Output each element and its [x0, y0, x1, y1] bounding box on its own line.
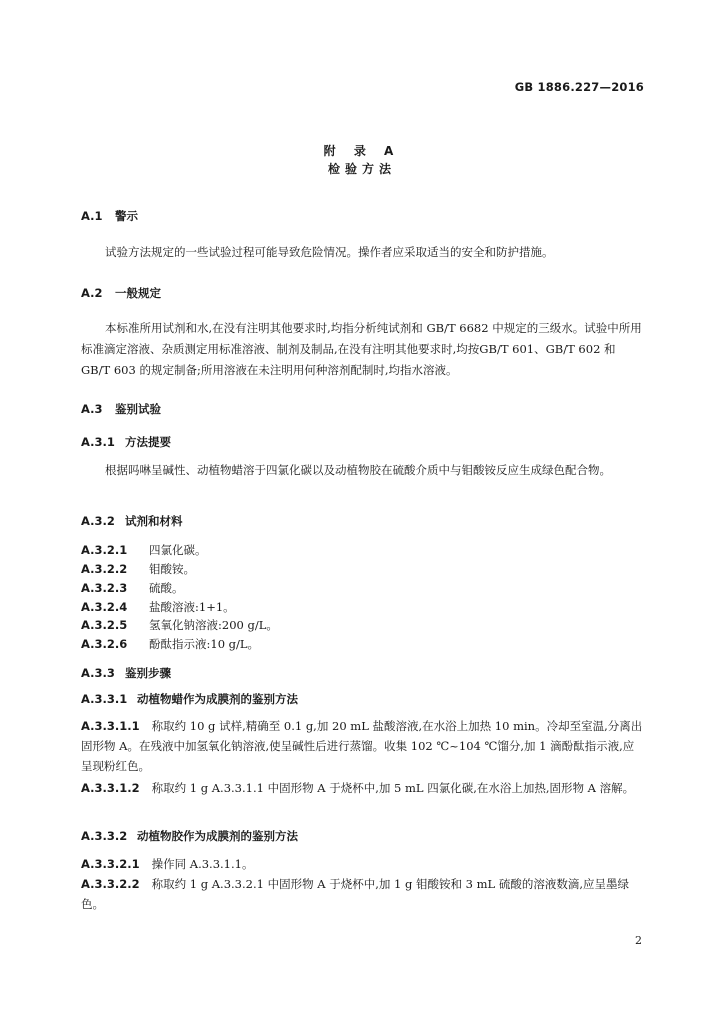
section-heading-a2	[81, 285, 161, 301]
reagent-item	[81, 599, 235, 615]
section-heading-a332	[81, 828, 298, 844]
paragraph-method-summary: 根据吗啉呈碱性、动植物蜡溶于四氯化碳以及动植物胶在硫酸介质中与钼酸铵反应生成绿色配合物。	[105, 463, 611, 477]
procedure-paragraph-a3312	[81, 778, 644, 798]
item-number: A.3.3.2.1	[81, 857, 140, 871]
section-heading-a33	[81, 665, 171, 681]
section-title: 动植物胶作为成膜剂的鉴别方法	[137, 829, 298, 843]
section-title: 一般规定	[115, 286, 161, 300]
item-text: 四氯化碳。	[149, 543, 207, 557]
item-text: 称取约 10 g 试样,精确至 0.1 g,加 20 mL 盐酸溶液,在水浴上加热 10 min。冷却至室温,分离出固形物 A。在残液中加氢氧化钠溶液,使呈碱性后进行蒸馏。收集 102 ℃~104 ℃馏分,加 1 滴酚酞指示液,应呈现粉红色。	[81, 719, 643, 773]
item-number: A.3.2.2	[81, 562, 128, 576]
item-number: A.3.3.1.2	[81, 781, 140, 795]
item-text: 氢氧化钠溶液:200 g/L。	[149, 618, 278, 632]
item-number: A.3.2.3	[81, 581, 128, 595]
section-number: A.3.3.2	[81, 829, 128, 843]
section-number: A.2	[81, 286, 103, 300]
procedure-paragraph-a3311	[81, 716, 644, 776]
section-title: 方法提要	[125, 435, 171, 449]
standard-code: GB 1886.227—2016	[514, 80, 644, 94]
section-number: A.3	[81, 402, 103, 416]
reagent-item	[81, 617, 278, 633]
item-number: A.3.2.4	[81, 600, 128, 614]
item-text: 硫酸。	[149, 581, 184, 595]
reagent-item	[81, 561, 195, 577]
item-number: A.3.2.1	[81, 543, 128, 557]
section-title: 鉴别步骤	[125, 666, 171, 680]
item-number: A.3.3.1.1	[81, 719, 140, 733]
item-text: 盐酸溶液:1+1。	[149, 600, 235, 614]
page-number: 2	[635, 934, 642, 947]
section-number: A.3.1	[81, 435, 115, 449]
section-title: 动植物蜡作为成膜剂的鉴别方法	[137, 692, 298, 706]
paragraph-general-rules: 本标准所用试剂和水,在没有注明其他要求时,均指分析纯试剂和 GB/T 6682 中规定的三级水。试验中所用标准滴定溶液、杂质测定用标准溶液、制剂及制品,在没有注明其他要求时,均按GB/T 601、GB/T 602 和 GB/T 603 的规定制备;所用溶液在未注明用何种溶剂配制时,均指水溶液。	[81, 321, 642, 377]
section-heading-a3	[81, 401, 161, 417]
item-text: 酚酞指示液:10 g/L。	[149, 637, 260, 651]
item-number: A.3.3.2.2	[81, 877, 140, 891]
item-number: A.3.2.5	[81, 618, 128, 632]
item-text: 操作同 A.3.3.1.1。	[151, 857, 254, 871]
item-number: A.3.2.6	[81, 637, 128, 651]
section-number: A.3.3	[81, 666, 115, 680]
section-title: 鉴别试验	[115, 402, 161, 416]
section-title: 警示	[115, 209, 138, 223]
reagent-item	[81, 636, 259, 652]
section-title: 试剂和材料	[125, 514, 183, 528]
item-text: 称取约 1 g A.3.3.2.1 中固形物 A 于烧杯中,加 1 g 钼酸铵和 3 mL 硫酸的溶液数滴,应呈墨绿色。	[81, 877, 629, 911]
reagent-item	[81, 580, 184, 596]
section-heading-a31	[81, 434, 171, 450]
section-number: A.3.2	[81, 514, 115, 528]
paragraph-warning: 试验方法规定的一些试验过程可能导致危险情况。操作者应采取适当的安全和防护措施。	[105, 245, 554, 259]
item-text: 称取约 1 g A.3.3.1.1 中固形物 A 于烧杯中,加 5 mL 四氯化碳,在水浴上加热,固形物 A 溶解。	[151, 781, 635, 795]
section-number: A.3.3.1	[81, 692, 128, 706]
appendix-title: 附 录 A	[323, 144, 401, 158]
appendix-subtitle: 检验方法	[327, 162, 396, 176]
procedure-paragraph-a3321	[81, 854, 644, 874]
item-text: 钼酸铵。	[149, 562, 195, 576]
section-heading-a32	[81, 513, 183, 529]
section-number: A.1	[81, 209, 103, 223]
procedure-paragraph-a3322	[81, 874, 644, 914]
reagent-item	[81, 542, 207, 558]
section-heading-a1	[81, 208, 138, 224]
section-heading-a331	[81, 691, 298, 707]
